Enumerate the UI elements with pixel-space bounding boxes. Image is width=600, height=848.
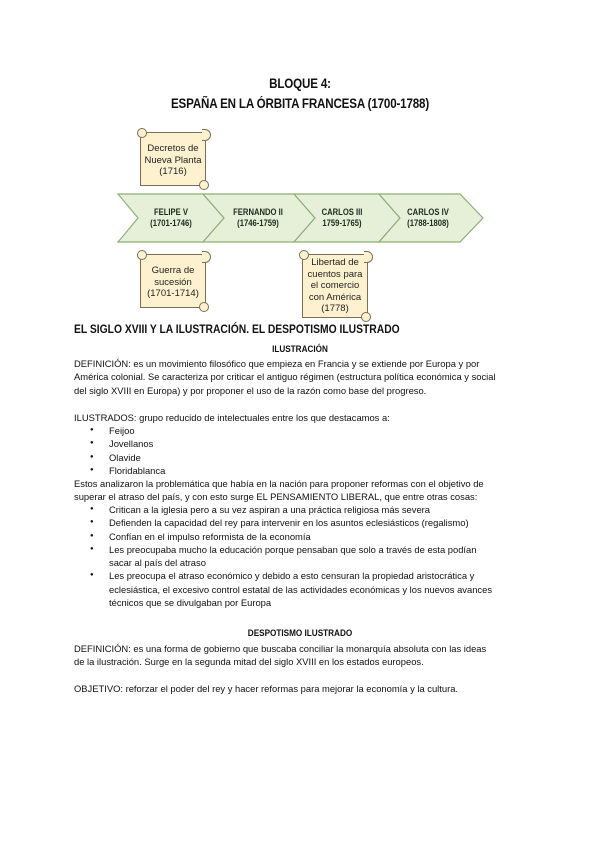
list-item: ● Jovellanos: [74, 437, 554, 450]
reign-carlos-iv: CARLOS IV (1788-1808): [407, 207, 449, 228]
event-scroll-guerra: Guerra de sucesión (1701-1714): [140, 254, 206, 308]
subheading-ilustracion: ILUSTRACIÓN: [272, 344, 328, 355]
section-heading: EL SIGLO XVIII Y LA ILUSTRACIÓN. EL DESPOTISMO ILUSTRADO: [74, 322, 400, 336]
despotismo-definition: DEFINICIÓN: es una forma de gobierno que buscaba conciliar la monarquía absoluta con las ideas de la ilustración. Surge en la segunda mitad del siglo XVIII en los estados europeos.: [74, 643, 487, 668]
reign-carlos-iii: CARLOS III 1759-1765): [321, 207, 363, 228]
list-item: ● Critican a la iglesia pero a su vez aspiran a una práctica religiosa más severa: [74, 503, 554, 516]
ilustrados-list: [74, 424, 554, 477]
list-item: ● Feijoo: [74, 424, 554, 437]
list-item: ● Floridablanca: [74, 464, 554, 477]
timeline: [0, 120, 600, 320]
ilustrados-intro: ILUSTRADOS: grupo reducido de intelectuales entre los que destacamos a:: [74, 412, 390, 423]
list-item: ● Olavide: [74, 451, 554, 464]
block-label: BLOQUE 4:: [269, 76, 331, 91]
timeline-arrow: [0, 120, 600, 320]
reign-fernando: FERNANDO II (1746-1759): [233, 207, 283, 228]
event-scroll-libertad: Libertad de cuentos para el comercio con América (1778): [302, 254, 368, 318]
list-item: ● Les preocupa el atraso económico y debido a esto censuran la propiedad aristocrática y eclesiástica, el excesivo control estatal de las actividades económicas y los nuevos avances técnicos que se divulgaban por Europa: [74, 569, 554, 609]
list-item: ● Les preocupaba mucho la educación porque pensaban que solo a través de esta podían sacar al país del atraso: [74, 543, 554, 570]
page-title: ESPAÑA EN LA ÓRBITA FRANCESA (1700-1788): [170, 96, 430, 111]
liberal-points-list: [74, 503, 554, 609]
ilustracion-definition: DEFINICIÓN: es un movimiento filosófico que empieza en Francia y se extiende por Europa y por América colonial. Se caracteriza por criticar el antiguo régimen (estructura política económica y social del siglo XVIII en Europa) y por proponer el uso de la razón como base del progreso.: [74, 358, 496, 396]
analysis-paragraph: Estos analizaron la problemática que había en la nación para proponer reformas con el objetivo de superar el atraso del país, y con esto surge EL PENSAMIENTO LIBERAL, que entre otras cosas:: [74, 478, 484, 503]
reign-felipe-v: FELIPE V (1701-1746): [150, 207, 192, 228]
event-scroll-decretos: Decretos de Nueva Planta (1716): [140, 132, 206, 186]
subheading-despotismo: DESPOTISMO ILUSTRADO: [247, 628, 353, 639]
list-item: ● Confían en el impulso reformista de la economía: [74, 530, 554, 543]
list-item: ● Defienden la capacidad del rey para intervenir en los asuntos eclesiásticos (regalismo): [74, 516, 554, 529]
despotismo-objective: OBJETIVO: reforzar el poder del rey y hacer reformas para mejorar la economía y la cultura.: [74, 683, 459, 694]
